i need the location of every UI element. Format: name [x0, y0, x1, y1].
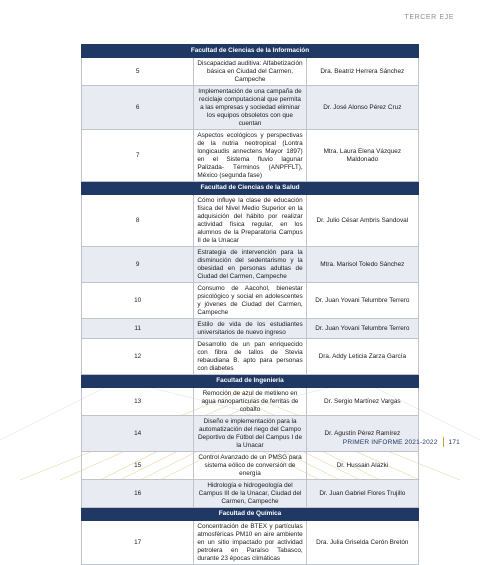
project-title: Estrategia de intervención para la disminución del sedentarismo y la obesidad en personas adultas de Ciudad del Carmen, Campeche [194, 247, 306, 283]
project-title: Hidrología e hidrogeología del Campus III de la Unacar, Ciudad del Carmen, Campeche [194, 480, 306, 508]
project-title: Estilo de vida de los estudiantes universitarios de nuevo ingreso [194, 319, 306, 339]
section-tag: TERCER EJE [404, 14, 454, 21]
project-title: Diseño e implementación para la automatización del riego del Campo Deportivo de Fútbol del Campus I de la Unacar [194, 416, 306, 452]
page-footer [343, 437, 460, 447]
row-number: 12 [82, 339, 194, 375]
responsible-name: Dr. Julio César Ambris Sandoval [306, 195, 418, 247]
table-row [82, 339, 419, 375]
table-row [82, 283, 419, 319]
table-row [82, 247, 419, 283]
row-number: 14 [82, 416, 194, 452]
project-title: Discapacidad auditiva: Alfabetización básica en Ciudad del Carmen, Campeche [194, 58, 306, 86]
table-row [82, 480, 419, 508]
responsible-name: Dr. José Alonso Pérez Cruz [306, 86, 418, 130]
footer-divider [443, 437, 444, 447]
project-title: Control Avanzado de un PMSG para sistema eólico de conversión de energía [194, 452, 306, 480]
section-title: Facultad de Ciencias de la Salud [82, 182, 419, 195]
row-number: 17 [82, 521, 194, 565]
table-row [82, 130, 419, 182]
responsible-name: Dra. Julia Griselda Cerón Bretón [306, 521, 418, 565]
row-number: 15 [82, 452, 194, 480]
projects-table [81, 44, 419, 565]
project-title: Concentración de BTEX y partículas atmosféricas PM10 en aire ambiente en un sitio impactado por actividad petrolera en Paraíso Tabasco, durante 23 épocas climáticas [194, 521, 306, 565]
section-title: Facultad de Ciencias de la Información [82, 45, 419, 58]
responsible-name: Dr. Agustín Pérez Ramírez [306, 416, 418, 452]
row-number: 5 [82, 58, 194, 86]
table-row [82, 521, 419, 565]
project-title: Desarrollo de un pan enriquecido con fibra de tallos de Stevia rebaudiana B. apto para personas con diabetes [194, 339, 306, 375]
page-number: 171 [448, 438, 460, 446]
row-number: 16 [82, 480, 194, 508]
responsible-name: Dr. Juan Gabriel Flores Trujillo [306, 480, 418, 508]
row-number: 10 [82, 283, 194, 319]
section-header-row [82, 45, 419, 58]
table-row [82, 58, 419, 86]
row-number: 11 [82, 319, 194, 339]
responsible-name: Dr. Juan Yovani Telumbre Terrero [306, 319, 418, 339]
table-row [82, 319, 419, 339]
section-header-row [82, 375, 419, 388]
row-number: 6 [82, 86, 194, 130]
project-title: Aspectos ecológicos y perspectivas de la nutria neotropical (Lontra longicaudis annectens Mayor 1897) en el Sistema fluvio lagunar Palizada- Términos (ANPFFLT), México (segunda fase) [194, 130, 306, 182]
report-title: PRIMER INFORME 2021-2022 [342, 438, 438, 446]
responsible-name: Dra. Addy Leticia Zarza García [306, 339, 418, 375]
table-row [82, 388, 419, 416]
responsible-name: Dr. Juan Yovani Telumbre Terrero [306, 283, 418, 319]
table-row [82, 452, 419, 480]
project-title: Implementación de una campaña de reciclaje computacional que permita a las empresas y sociedad eliminar los equipos obsoletos con que cuentan [194, 86, 306, 130]
section-header-row [82, 182, 419, 195]
project-title: Consumo de Aacohol, bienestar psicológico y social en adolescentes y jóvenes de Ciudad del Carmen, Campeche [194, 283, 306, 319]
table-row [82, 86, 419, 130]
responsible-name: Dra. Beatriz Herrera Sánchez [306, 58, 418, 86]
row-number: 13 [82, 388, 194, 416]
responsible-name: Mtra. Marisol Toledo Sánchez [306, 247, 418, 283]
row-number: 7 [82, 130, 194, 182]
row-number: 8 [82, 195, 194, 247]
row-number: 9 [82, 247, 194, 283]
table-row [82, 195, 419, 247]
section-title: Facultad de Ingeniería [82, 375, 419, 388]
project-title: Remoción de azul de metileno en agua nanopartículas de ferritas de cobalto [194, 388, 306, 416]
responsible-name: Mtra. Laura Elena Vázquez Maldonado [306, 130, 418, 182]
section-header-row [82, 508, 419, 521]
responsible-name: Dr. Hussain Alazki [306, 452, 418, 480]
responsible-name: Dr. Sergio Martínez Vargas [306, 388, 418, 416]
project-title: Cómo influye la clase de educación física del Nivel Medio Superior en la adquisición del hábito por realizar actividad física regular, en los alumnos de la Preparatoria Campus II de la Unacar [194, 195, 306, 247]
section-title: Facultad de Química [82, 508, 419, 521]
